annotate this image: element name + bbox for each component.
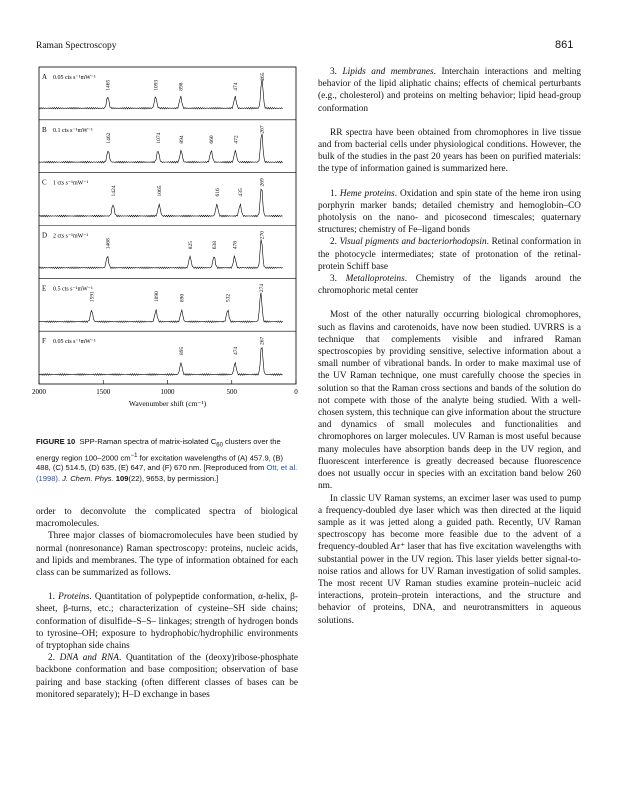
peak-label: 660 bbox=[209, 135, 216, 144]
peak-label: 1462 bbox=[106, 132, 113, 144]
peak-label: 894 bbox=[179, 135, 186, 144]
right_col-paragraph bbox=[318, 273, 581, 297]
list-term: Heme proteins bbox=[339, 188, 395, 199]
paragraph-text: . Retinal conformation in the photocycle intermediates; state of protonation of the retinal-protein Schiff base bbox=[318, 237, 581, 272]
panel-intensity-label: 0.1 cts s⁻¹mW⁻¹ bbox=[53, 127, 93, 134]
panel-intensity-label: 0.05 cts s⁻¹mW⁻¹ bbox=[53, 339, 96, 346]
left_col-paragraph bbox=[36, 530, 298, 579]
raman-spectra-figure bbox=[34, 62, 304, 422]
caption-text-a: SPP-Raman spectra of matrix-isolated C bbox=[79, 437, 217, 446]
left-column bbox=[36, 506, 298, 701]
caption-sup: −1 bbox=[130, 452, 138, 459]
panel-letter: C bbox=[42, 178, 47, 187]
paragraph-text: Most of the other naturally occurring biological chromophores, such as flavins and carotenoids, have now been studied. UVRRS is a technique that complements visible and infrared Raman spectroscopies by providing sensitive, selective information about a small number of vibrational bands. In order to make maximal use of the UV Raman technique, one must carefully choose the species in solution so that the Raman cross sections and bands of the solution do not compete with those of the analyte being studied. With a well-chosen system, this technique can give information about the structure and dynamics of small molecules and functionalities and chromophores on larger molecules. UV Raman is most useful because many molecules have absorption bands deep in the UV region, and fluorescent interference is greatly decreased because fluorescence does not usually occur in species with an excitation band below 260 nm. bbox=[318, 310, 581, 492]
caption-sub: 60 bbox=[216, 442, 223, 449]
panel-intensity-label: 0.05 cts s⁻¹mW⁻¹ bbox=[53, 75, 96, 81]
right_col-paragraph bbox=[318, 309, 581, 492]
panel-letter: A bbox=[42, 73, 48, 81]
right_col-paragraph bbox=[318, 127, 581, 176]
peak-label: 1465 bbox=[105, 79, 112, 91]
list-number: 2. bbox=[330, 237, 340, 248]
caption-text-d: (22), 9653, by permission.] bbox=[128, 473, 219, 483]
caption-label: FIGURE 10 bbox=[36, 437, 76, 446]
paragraph-text: Three major classes of biomacromolecules have been studied by normal (nonresonance) Raman spectroscopy: proteins, nucleic acids, and lipids and membranes. The type of information obtained for each class can be summarized as follows. bbox=[36, 531, 298, 579]
right_col-paragraph bbox=[318, 236, 581, 273]
peak-label: 267 bbox=[259, 336, 266, 345]
peak-label: 1065 bbox=[157, 185, 164, 197]
peak-label: 274 bbox=[258, 283, 265, 293]
peak-label: 1424 bbox=[111, 185, 118, 197]
x-axis-label: Wavenumber shift (cm⁻¹) bbox=[128, 399, 207, 408]
panel-intensity-label: 1 cts s⁻¹mW⁻¹ bbox=[53, 180, 89, 187]
x-tick-label: 1500 bbox=[96, 388, 111, 396]
peak-label: 478 bbox=[232, 241, 239, 250]
list-number: 1. bbox=[330, 188, 340, 199]
paragraph-text: RR spectra have been obtained from chromophores in live tissue and from bacterial cells under physiological conditions. However, the bulk of the studies in the past 20 years has been on purified materials: the type of information gained is summarized here. bbox=[318, 127, 581, 175]
peak-label: 1093 bbox=[153, 79, 160, 91]
left_col-paragraph bbox=[36, 591, 298, 652]
page-number: 861 bbox=[555, 39, 574, 51]
right-column bbox=[318, 66, 581, 627]
peak-label: 616 bbox=[214, 188, 221, 197]
x-tick-label: 500 bbox=[226, 388, 237, 396]
panel-letter: B bbox=[42, 125, 47, 134]
list-term: Metalloproteins bbox=[345, 274, 405, 285]
right_col-paragraph bbox=[318, 493, 581, 627]
paragraph-text: . Oxidation and spin state of the heme iron using porphyrin marker bands; detailed chemistry and hemoglobin–CO photolysis on the nano- and picosecond timescales; quaternary structures; chemistry of Fe–ligand bonds bbox=[318, 188, 582, 236]
spectrum-trace bbox=[39, 79, 283, 109]
peak-label: 474 bbox=[233, 82, 240, 91]
list-term: Proteins bbox=[58, 592, 90, 603]
caption-journal: J. Chem. Phys. bbox=[60, 473, 114, 483]
paragraph-text: . Chemistry of the ligands around the chromophoric metal center bbox=[318, 274, 581, 297]
caption-ref-link[interactable]: Ott, et al. (1998). bbox=[36, 463, 298, 483]
paragraph-text: In classic UV Raman systems, an excimer laser was used to pump a frequency-doubled dye laser which was then directed at the liquid sample as it was jetted along a guided path. Recently, UV Raman spectroscopy has become more feasible due to the advent of a frequency-doubled Ar⁺ laser that has five excitation wavelengths with substantial power in the UV region. This laser yields better signal-to-noise ratios and allows for UV Raman investigation of solid samples. The most recent UV Raman studies examine protein–nucleic acid interactions, protein–protein interactions, and the structure and behavior of proteins, DNA, and neurotransmitters in aqueous solutions. bbox=[318, 493, 581, 626]
spectrum-trace bbox=[39, 239, 283, 268]
peak-label: 1591 bbox=[89, 291, 96, 303]
peak-label: 472 bbox=[233, 135, 240, 144]
spectrum-trace bbox=[39, 348, 283, 376]
figure-caption bbox=[36, 437, 298, 484]
peak-label: 532 bbox=[225, 293, 232, 303]
peak-label: 895 bbox=[178, 346, 185, 355]
paragraph-text: . Quantitation of the (deoxy)ribose-phosphate backbone conformation and base composition; observation of base pairing and base stacking (often different classes of bases can be monitored separately); H–D exchange in bases bbox=[36, 653, 298, 700]
right_col-paragraph bbox=[318, 66, 581, 115]
caption-volume: 109 bbox=[113, 473, 129, 483]
list-number: 3. bbox=[330, 67, 343, 77]
peak-label: 1468 bbox=[105, 238, 112, 250]
left_col-paragraph bbox=[36, 652, 298, 701]
peak-label: 267 bbox=[259, 125, 266, 134]
peak-label: 638 bbox=[212, 241, 219, 250]
list-term: Lipids and membranes bbox=[342, 67, 434, 77]
peak-label: 269 bbox=[259, 178, 266, 187]
peak-label: 898 bbox=[178, 82, 185, 91]
peak-label: 474 bbox=[233, 346, 240, 355]
list-number: 1. bbox=[48, 592, 59, 603]
paragraph-text: . Interchain interactions and melting behavior of the lipid aliphatic chains; effects of chemical perturbants (e.g., cholesterol) and proteins on melting behavior; lipid head-group conformation bbox=[318, 67, 581, 114]
peak-label: 1074 bbox=[155, 132, 162, 144]
x-tick-label: 0 bbox=[294, 388, 298, 396]
caption-text-b: clusters over the energy region 100–2000 cm bbox=[36, 437, 281, 463]
peak-label: 435 bbox=[238, 188, 245, 197]
spectrum-trace bbox=[39, 293, 283, 323]
peak-label: 1090 bbox=[153, 291, 160, 303]
peak-label: 890 bbox=[179, 293, 186, 303]
running-title: Raman Spectroscopy bbox=[36, 41, 117, 51]
peak-label: 265 bbox=[259, 72, 266, 81]
left_col-paragraph bbox=[36, 506, 298, 530]
panel-letter: F bbox=[42, 337, 46, 346]
panel-intensity-label: 0.5 cts s⁻¹mW⁻¹ bbox=[53, 286, 93, 293]
panel-intensity-label: 2 cts s⁻¹mW⁻¹ bbox=[53, 233, 89, 240]
paragraph-text: order to deconvolute the complicated spectra of biological macromolecules. bbox=[36, 507, 298, 530]
list-number: 3. bbox=[330, 274, 346, 285]
right_col-paragraph bbox=[318, 188, 581, 237]
caption-text-c: for excitation wavelengths of (A) 457.9, (B) 488, (C) 514.5, (D) 635, (E) 647, and (F) 670 nm. [Reproduced from bbox=[36, 453, 284, 473]
panel-letter: D bbox=[42, 231, 48, 240]
panel-letter: E bbox=[42, 284, 47, 293]
paragraph-text: . Quantitation of polypeptide conformation, α-helix, β-sheet, β-turns, etc.; characterization of cysteine–SH side chains; conformation of disulfide–S–S– linkages; strength of hydrogen bonds to tyrosine–OH; exposure to hydrophobic/hydrophilic environments of tryptophan side chains bbox=[36, 592, 299, 652]
peak-label: 825 bbox=[187, 241, 194, 250]
x-tick-label: 2000 bbox=[32, 388, 46, 396]
list-term: Visual pigments and bacteriorhodopsin bbox=[339, 237, 487, 248]
peak-label: 270 bbox=[259, 231, 266, 240]
x-tick-label: 1000 bbox=[160, 388, 175, 396]
list-term: DNA and RNA bbox=[59, 653, 119, 664]
list-number: 2. bbox=[48, 653, 60, 664]
